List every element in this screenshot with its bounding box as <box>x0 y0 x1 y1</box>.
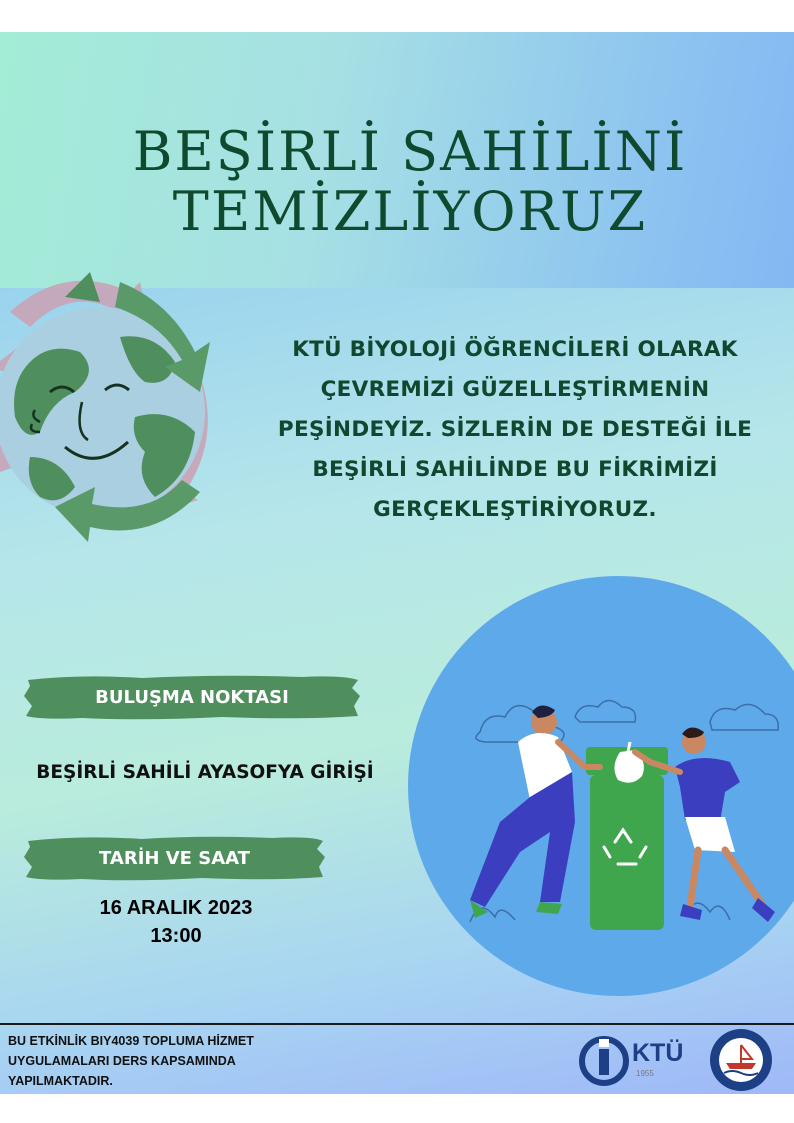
ktu-emblem-icon <box>578 1035 630 1087</box>
meeting-point-heading: BULUŞMA NOKTASI <box>95 686 289 708</box>
ktu-logo-year: 1955 <box>636 1069 654 1078</box>
course-note-line: BU ETKİNLİK BIY4039 TOPLUMA HİZMET <box>8 1034 254 1048</box>
ktu-logo <box>578 1033 698 1089</box>
event-time: 13:00 <box>150 925 202 947</box>
intro-line: ÇEVREMİZİ GÜZELLEŞTİRMENİN <box>320 377 710 402</box>
title-line-1: BEŞİRLİ SAHİLİNİ <box>132 120 688 183</box>
intro-line: BEŞİRLİ SAHİLİNDE BU FİKRİMİZİ <box>312 457 718 482</box>
date-time-heading: TARİH VE SAAT <box>99 847 250 869</box>
intro-line: KTÜ BİYOLOJİ ÖĞRENCİLERİ OLARAK <box>292 337 738 362</box>
meeting-location: BEŞİRLİ SAHİLİ AYASOFYA GİRİŞİ <box>36 762 374 783</box>
title-line-2: TEMİZLİYORUZ <box>172 180 648 243</box>
intro-line: PEŞİNDEYİZ. SİZLERİN DE DESTEĞİ İLE <box>277 417 753 442</box>
meeting-point-banner <box>22 672 362 722</box>
ktu-logo-text: KTÜ <box>632 1039 684 1067</box>
intro-line: GERÇEKLEŞTİRİYORUZ. <box>373 497 657 522</box>
course-note-line: YAPILMAKTADIR. <box>8 1074 113 1088</box>
date-time-banner <box>22 833 327 883</box>
course-note <box>8 1031 328 1091</box>
page-title <box>60 122 760 242</box>
course-note-line: UYGULAMALARI DERS KAPSAMINDA <box>8 1054 236 1068</box>
intro-paragraph <box>250 330 780 530</box>
event-date-time <box>60 894 292 950</box>
poster <box>0 32 794 1094</box>
recycle-earth-illustration <box>0 242 240 552</box>
footer <box>0 1023 794 1094</box>
cleanup-illustration <box>440 672 794 962</box>
event-date: 16 ARALIK 2023 <box>99 897 253 919</box>
municipality-seal <box>708 1027 774 1093</box>
